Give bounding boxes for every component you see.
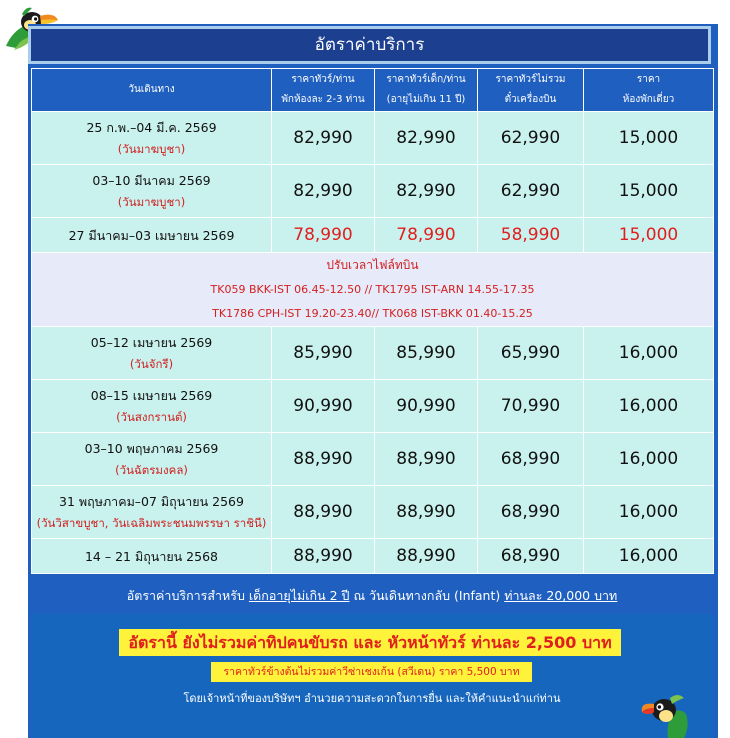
adult-price: 90,990	[272, 380, 375, 433]
child-price: 85,990	[375, 327, 478, 380]
travel-date: 31 พฤษภาคม–07 มิถุนายน 2569 (วันวิสาขบูชา, วันเฉลิมพระชนมพรรษา ราชินี)	[32, 486, 272, 539]
no-ticket-price: 62,990	[478, 165, 584, 218]
child-price: 88,990	[375, 486, 478, 539]
flight-note-line: TK059 BKK-IST 06.45-12.50 // TK1795 IST-ARN 14.55-17.35	[210, 283, 535, 296]
single-room-price: 15,000	[584, 218, 714, 253]
table-row	[32, 433, 714, 486]
travel-date: 05–12 เมษายน 2569 (วันจักรี)	[32, 327, 272, 380]
travel-date: 14 – 21 มิถุนายน 2568	[32, 539, 272, 574]
table-row	[32, 380, 714, 433]
header-adult-price: ราคาทัวร์/ท่าน พักห้องละ 2-3 ท่าน	[272, 69, 375, 112]
toucan-mascot-icon	[640, 692, 700, 738]
page-title: อัตราค่าบริการ	[28, 26, 711, 64]
child-price: 82,990	[375, 165, 478, 218]
visa-notice: ราคาทัวร์ข้างต้นไม่รวมค่าวีซ่าเชงเก้น (สวีเดน) ราคา 5,500 บาท	[211, 662, 532, 682]
single-room-price: 15,000	[584, 165, 714, 218]
single-room-price: 16,000	[584, 433, 714, 486]
adult-price: 82,990	[272, 165, 375, 218]
tip-notice: อัตรานี้ ยังไม่รวมค่าทิปคนขับรถ และ หัวหน้าทัวร์ ท่านละ 2,500 บาท	[119, 629, 621, 656]
table-row	[32, 165, 714, 218]
table-row	[32, 327, 714, 380]
header-date: วันเดินทาง	[32, 69, 272, 112]
child-price: 90,990	[375, 380, 478, 433]
flight-note-row	[32, 253, 714, 327]
rate-table	[31, 68, 714, 574]
header-child-price: ราคาทัวร์เด็ก/ท่าน (อายุไม่เกิน 11 ปี)	[375, 69, 478, 112]
header-no-ticket-price: ราคาทัวร์ไม่รวม ตั๋วเครื่องบิน	[478, 69, 584, 112]
no-ticket-price: 62,990	[478, 112, 584, 165]
single-room-price: 15,000	[584, 112, 714, 165]
single-room-price: 16,000	[584, 539, 714, 574]
travel-date: 25 ก.พ.–04 มี.ค. 2569 (วันมาฆบูชา)	[32, 112, 272, 165]
flight-note-title: ปรับเวลาไฟล์ทบิน	[326, 258, 419, 272]
adult-price: 78,990	[272, 218, 375, 253]
table-row	[32, 218, 714, 253]
adult-price: 88,990	[272, 539, 375, 574]
no-ticket-price: 68,990	[478, 433, 584, 486]
flight-note	[32, 253, 714, 327]
no-ticket-price: 68,990	[478, 486, 584, 539]
infant-rate-note: อัตราค่าบริการสำหรับ เด็กอายุไม่เกิน 2 ปี ณ วันเดินทางกลับ (Infant) ท่านละ 20,000 บาท	[31, 583, 713, 610]
single-room-price: 16,000	[584, 486, 714, 539]
child-price: 82,990	[375, 112, 478, 165]
table-header-row	[32, 69, 714, 112]
travel-date: 27 มีนาคม–03 เมษายน 2569	[32, 218, 272, 253]
child-price: 88,990	[375, 433, 478, 486]
single-room-price: 16,000	[584, 327, 714, 380]
infant-age: เด็กอายุไม่เกิน 2 ปี	[248, 588, 350, 603]
child-price: 88,990	[375, 539, 478, 574]
infant-price: ท่านละ 20,000 บาท	[504, 588, 618, 603]
travel-date: 08–15 เมษายน 2569 (วันสงกรานต์)	[32, 380, 272, 433]
adult-price: 88,990	[272, 433, 375, 486]
no-ticket-price: 70,990	[478, 380, 584, 433]
travel-date: 03–10 พฤษภาคม 2569 (วันฉัตรมงคล)	[32, 433, 272, 486]
no-ticket-price: 58,990	[478, 218, 584, 253]
flight-note-line: TK1786 CPH-IST 19.20-23.40// TK068 IST-BKK 01.40-15.25	[212, 307, 533, 320]
single-room-price: 16,000	[584, 380, 714, 433]
service-note: โดยเจ้าหน้าที่ของบริษัทฯ อำนวยความสะดวกในการยื่น และให้คำแนะนำแก่ท่าน	[183, 692, 561, 705]
table-row	[32, 486, 714, 539]
no-ticket-price: 68,990	[478, 539, 584, 574]
travel-date: 03–10 มีนาคม 2569 (วันมาฆบูชา)	[32, 165, 272, 218]
header-single-room: ราคา ห้องพักเดี่ยว	[584, 69, 714, 112]
child-price: 78,990	[375, 218, 478, 253]
no-ticket-price: 65,990	[478, 327, 584, 380]
table-row	[32, 539, 714, 574]
adult-price: 88,990	[272, 486, 375, 539]
adult-price: 82,990	[272, 112, 375, 165]
table-row	[32, 112, 714, 165]
adult-price: 85,990	[272, 327, 375, 380]
